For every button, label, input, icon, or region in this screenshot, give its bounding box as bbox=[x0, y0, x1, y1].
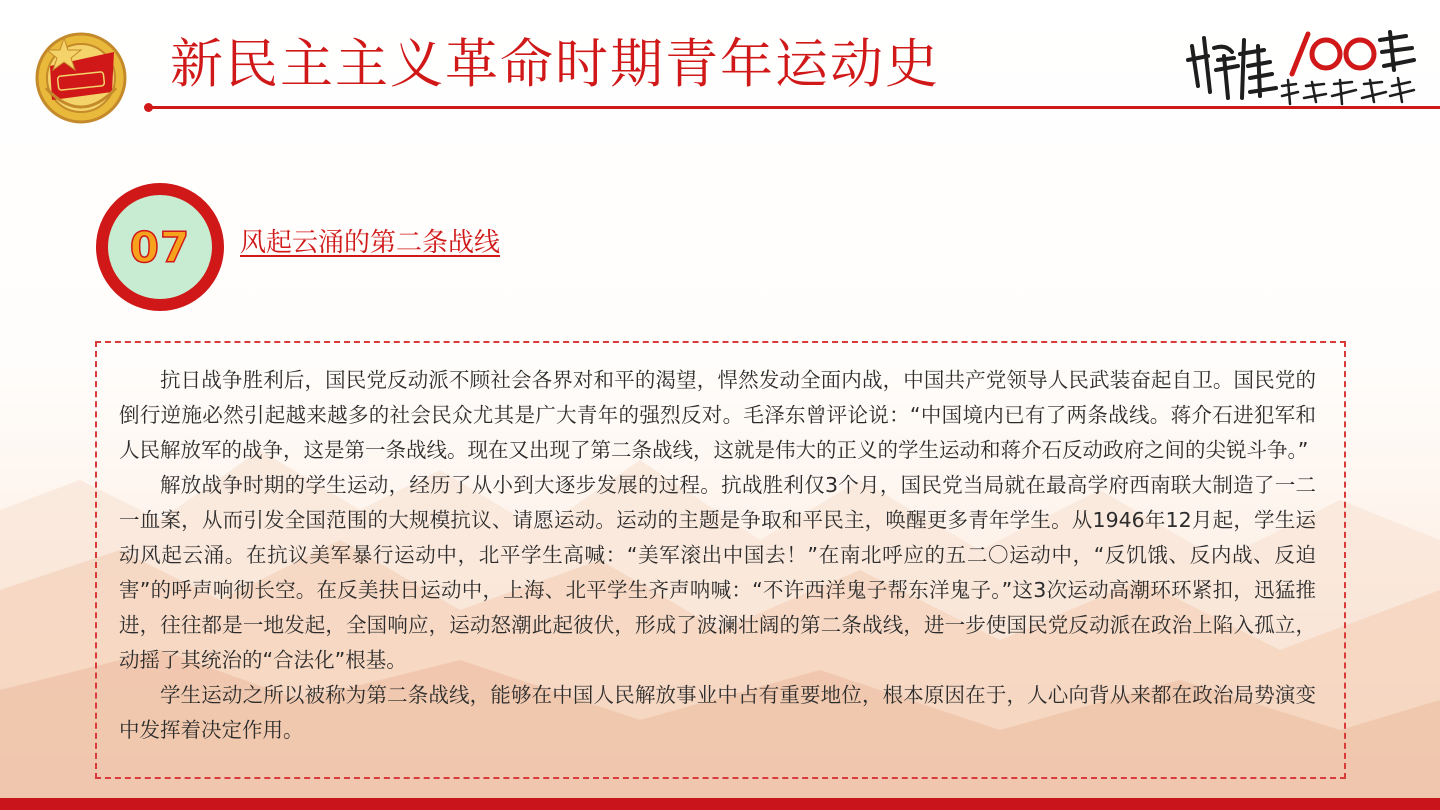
section-number: 07 bbox=[129, 222, 191, 272]
bottom-bar bbox=[0, 798, 1440, 810]
content-box bbox=[95, 341, 1346, 779]
paragraph-1: 抗日战争胜利后，国民党反动派不顾社会各界对和平的渴望，悍然发动全面内战，中国共产党领导人民武装奋起自卫。国民党的倒行逆施必然引起越来越多的社会民众尤其是广大青年的强烈反对。毛泽东曾评论说：“中国境内已有了两条战线。蒋介石进犯军和人民解放军的战争，这是第一条战线。现在又出现了第二条战线，这就是伟大的正义的学生运动和蒋介石反动政府之间的尖锐斗争。” bbox=[119, 368, 1316, 462]
paragraph-2: 解放战争时期的学生运动，经历了从小到大逐步发展的过程。抗战胜利仅3个月，国民党当局就在最高学府西南联大制造了一二一血案，从而引发全国范围的大规模抗议、请愿运动。运动的主题是争取和平民主，唤醒更多青年学生。从1946年12月起，学生运动风起云涌。在抗议美军暴行运动中，北平学生高喊：“美军滚出中国去！”在南北呼应的五二〇运动中，“反饥饿、反内战、反迫害”的呼声响彻长空。在反美扶日运动中，上海、北平学生齐声呐喊：“不许西洋鬼子帮东洋鬼子。”这3次运动高潮环环紧扣，迅猛推进，往往都是一地发起，全国响应，运动怒潮此起彼伏，形成了波澜壮阔的第二条战线，进一步使国民党反动派在政治上陷入孤立，动摇了其统治的“合法化”根基。 bbox=[119, 473, 1316, 672]
youth-league-emblem bbox=[28, 22, 134, 128]
centenary-logo bbox=[1184, 26, 1420, 108]
page-title: 新民主主义革命时期青年运动史 bbox=[170, 34, 940, 95]
section-number-badge bbox=[96, 183, 224, 311]
paragraph-3: 学生运动之所以被称为第二条战线，能够在中国人民解放事业中占有重要地位，根本原因在于，人心向背从来都在政治局势演变中发挥着决定作用。 bbox=[119, 683, 1316, 742]
section-heading: 风起云涌的第二条战线 bbox=[240, 228, 501, 258]
